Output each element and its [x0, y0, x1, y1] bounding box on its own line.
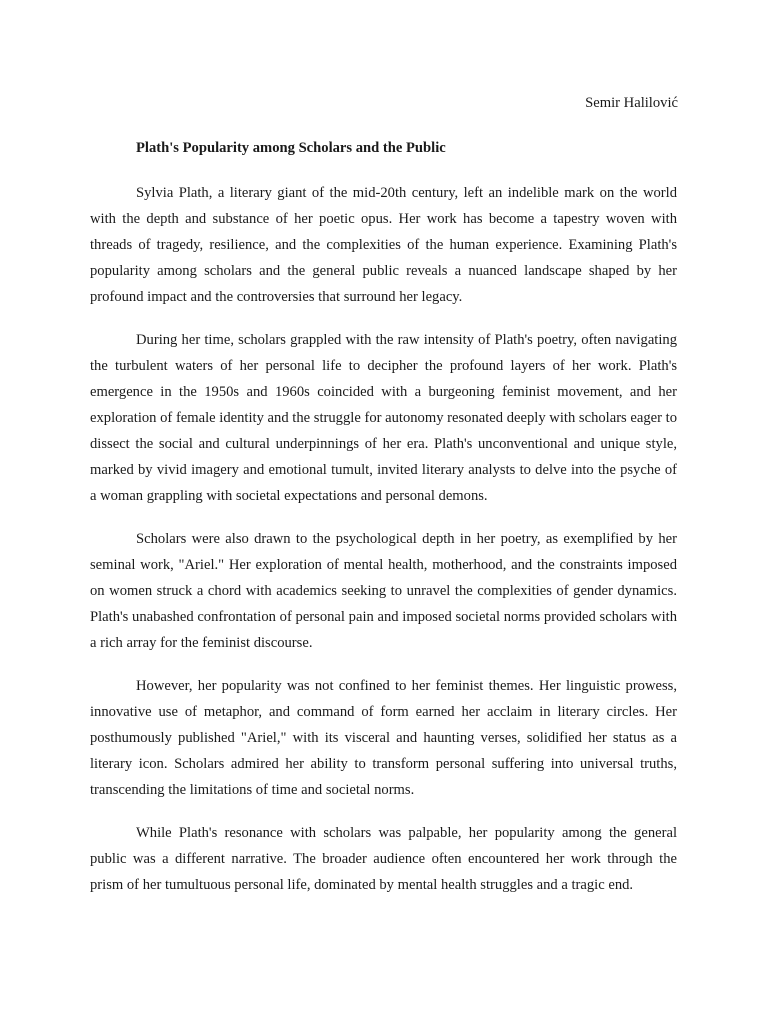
paragraph: During her time, scholars grappled with the raw intensity of Plath's poetry, often navigating the turbulent waters of her personal life to decipher the profound layers of her work. Plath's emergence in the 1950s and 1960s coincided with a burgeoning feminist movement, and her exploration of female identity and the struggle for autonomy resonated deeply with scholars eager to dissect the social and cultural underpinnings of her era. Plath's unconventional and unique style, marked by vivid imagery and emotional tumult, invited literary analysts to delve into the psyche of a woman grappling with societal expectations and personal demons. — [90, 332, 677, 504]
paragraph: Scholars were also drawn to the psychological depth in her poetry, as exemplified by her seminal work, "Ariel." Her exploration of mental health, motherhood, and the constraints imposed on women struck a chord with academics seeking to unravel the complexities of gender dynamics. Plath's unabashed confrontation of personal pain and imposed societal norms provided scholars with a rich array for the feminist discourse. — [90, 531, 677, 651]
paragraph: Sylvia Plath, a literary giant of the mid-20th century, left an indelible mark on the world with the depth and substance of her poetic opus. Her work has become a tapestry woven with threads of tragedy, resilience, and the complexities of the human experience. Examining Plath's popularity among scholars and the general public reveals a nuanced landscape shaped by her profound impact and the controversies that surround her legacy. — [90, 185, 677, 305]
document-title: Plath's Popularity among Scholars and the Public — [136, 140, 446, 156]
document-body — [90, 180, 677, 915]
paragraph: However, her popularity was not confined to her feminist themes. Her linguistic prowess, innovative use of metaphor, and command of form earned her acclaim in literary circles. Her posthumously published "Ariel," with its visceral and haunting verses, solidified her status as a literary icon. Scholars admired her ability to transform personal suffering into universal truths, transcending the limitations of time and societal norms. — [90, 678, 677, 798]
author-name: Semir Halilović — [585, 95, 678, 111]
paragraph: While Plath's resonance with scholars was palpable, her popularity among the general public was a different narrative. The broader audience often encountered her work through the prism of her tumultuous personal life, dominated by mental health struggles and a tragic end. — [90, 825, 677, 893]
